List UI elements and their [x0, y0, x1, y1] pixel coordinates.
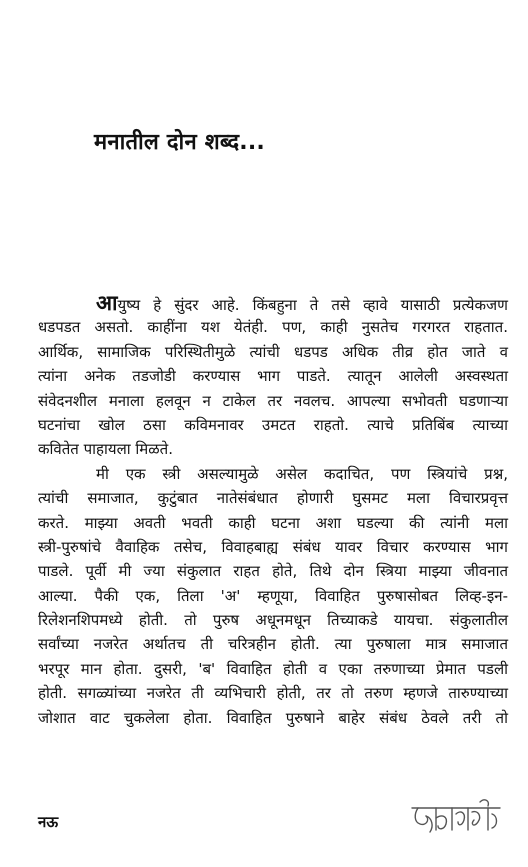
page-heading: मनातील दोन शब्द...: [94, 130, 265, 155]
text-line: धडपडत असतो. काहींना यश येतंही. पण, काही नुसतेच गरगरत राहतात.: [38, 318, 508, 337]
body-text: [38, 291, 508, 730]
text-line: घटनांचा खोल ठसा कविमनावर उमटत राहतो. त्याचे प्रतिबिंब त्याच्या: [38, 415, 508, 434]
text-line: त्यांना अनेक तडजोडी करण्यास भाग पाडते. त्यातून आलेली अस्वस्थता: [38, 367, 508, 386]
text-line: भरपूर मान होता. दुसरी, 'ब' विवाहित होती व एका तरुणाच्या प्रेमात पडली: [38, 659, 508, 678]
text-line: पाडले. पूर्वी मी ज्या संकुलात राहत होते, तिथे दोन स्त्रिया माझ्या जीवनात: [38, 562, 508, 581]
text-line: मी एक स्त्री असल्यामुळे असेल कदाचित, पण स्त्रियांचे प्रश्न,: [96, 464, 508, 483]
text-line: जोशात वाट चुकलेला होता. विवाहित पुरुषाने बाहेर संबंध ठेवले तरी तो: [38, 708, 508, 727]
text-line: आयुष्य हे सुंदर आहे. किंबहुना ते तसे व्हावे यासाठी प्रत्येकजण: [96, 291, 508, 315]
text-line: कवितेत पाहायला मिळते.: [38, 440, 173, 459]
text-line: आर्थिक, सामाजिक परिस्थितीमुळे त्यांची धडपड अधिक तीव्र होत जाते व: [38, 342, 508, 361]
text-line: होती. सगळ्यांच्या नजरेत ती व्यभिचारी होती, तर तो तरुण म्हणजे तारुण्याच्या: [38, 684, 508, 703]
text-line: रिलेशनशिपमध्ये होती. तो पुरुष अधूनमधून तिच्याकडे यायचा. संकुलातील: [38, 611, 508, 630]
drop-cap: आ: [96, 291, 118, 315]
text-line: त्यांची समाजात, कुटुंबात नातेसंबंधात होणारी घुसमट मला विचारप्रवृत्त: [38, 489, 508, 508]
text-line: संवेदनशील मनाला हलवून न टाकेल तर नवलच. आपल्या सभोवती घडणाऱ्या: [38, 391, 508, 410]
text-line: सर्वांच्या नजरेत अर्थातच ती चरित्रहीन होती. त्या पुरुषाला मात्र समाजात: [38, 635, 508, 654]
text-line: करते. माझ्या अवती भवती काही घटना अशा घडल्या की त्यांनी मला: [38, 513, 508, 532]
book-title-logo: [408, 796, 504, 848]
text-line: स्त्री-पुरुषांचे वैवाहिक तसेच, विवाहबाह्य संबंध यावर विचार करण्यास भाग: [38, 537, 508, 556]
page-number: नऊ: [38, 813, 59, 831]
text-line: आल्या. पैकी एक, तिला 'अ' म्हणूया, विवाहित पुरुषासोबत लिव्ह-इन-: [38, 586, 508, 605]
